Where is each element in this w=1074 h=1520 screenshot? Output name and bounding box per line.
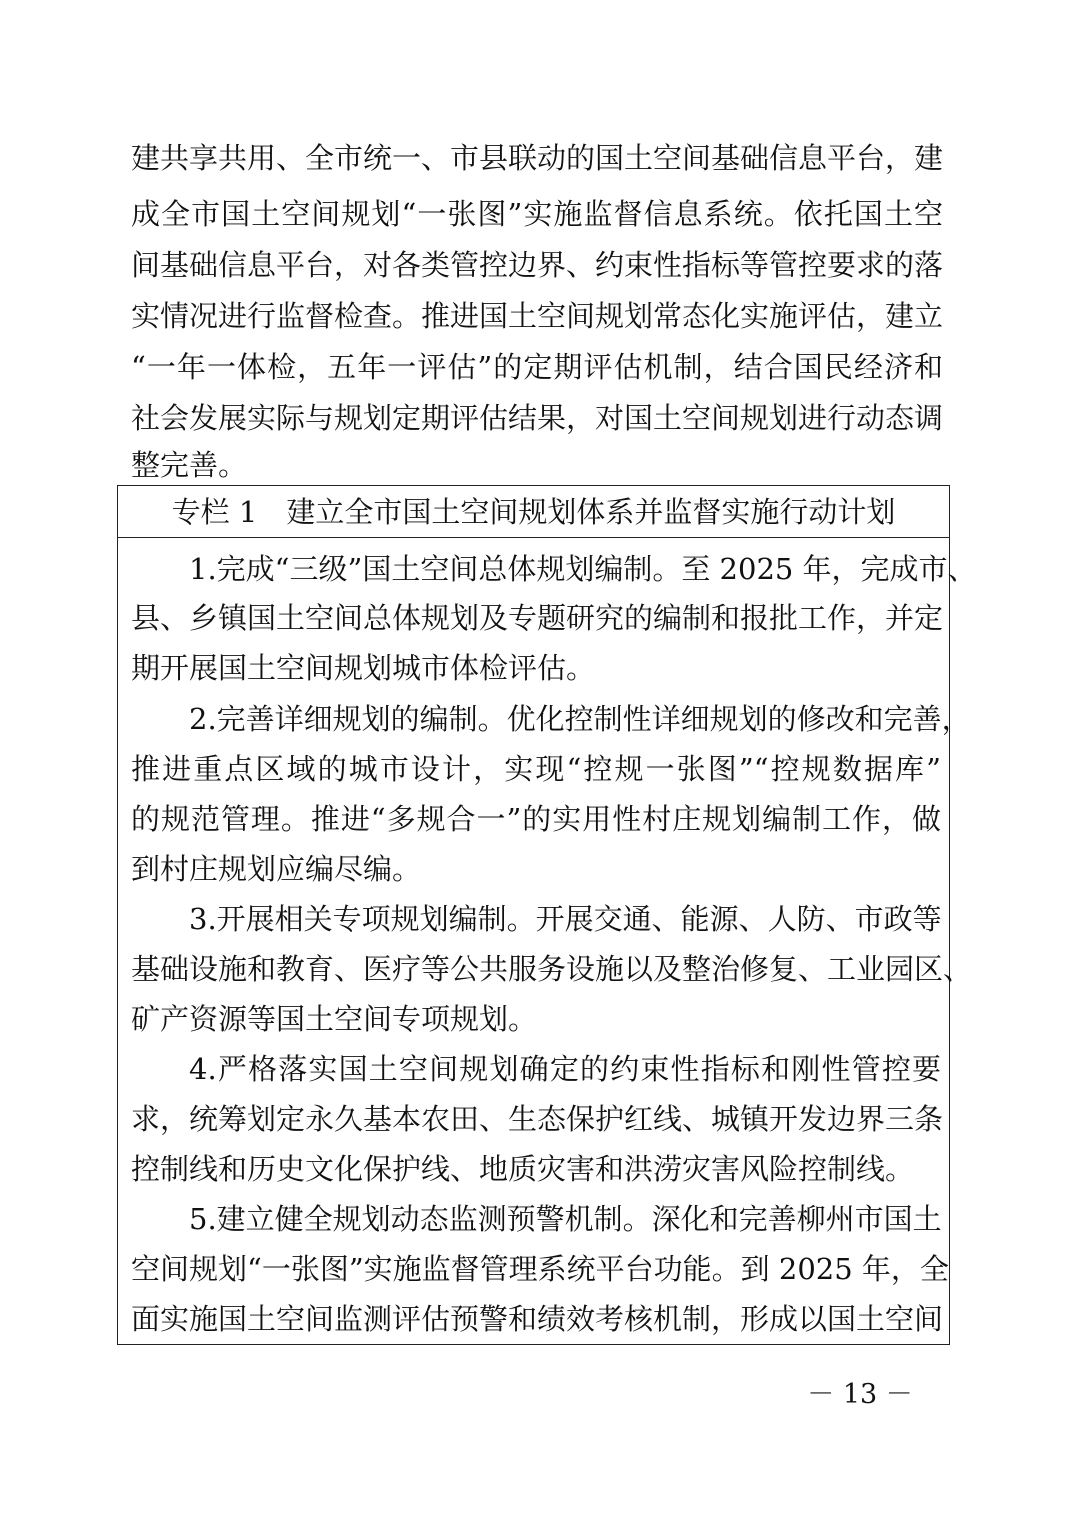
column-item-line: 空间规划“一张图”实施监督管理系统平台功能。到 2025 年，全: [131, 1252, 949, 1286]
column-item-line: 1.完成“三级”国土空间总体规划编制。至 2025 年，完成市、: [189, 552, 977, 586]
body-line: 成全市国土空间规划“一张图”实施监督信息系统。依托国土空: [131, 197, 943, 231]
column-item-line: 求，统筹划定永久基本农田、生态保护红线、城镇开发边界三条: [131, 1102, 944, 1136]
column-title: 专栏 1 建立全市国土空间规划体系并监督实施行动计划: [171, 495, 896, 529]
column-item-line: 矿产资源等国土空间专项规划。: [131, 1002, 538, 1036]
column-item-line: 2.完善详细规划的编制。优化控制性详细规划的修改和完善，: [189, 702, 971, 736]
body-line: 社会发展实际与规划定期评估结果，对国土空间规划进行动态调: [131, 401, 944, 435]
body-line: 间基础信息平台，对各类管控边界、约束性指标等管控要求的落: [131, 248, 944, 282]
column-item-line: 推进重点区域的城市设计，实现“控规一张图”“控规数据库”: [131, 752, 941, 786]
page-number: － 13 －: [807, 1379, 913, 1410]
column-item-line: 5.建立健全规划动态监测预警机制。深化和完善柳州市国土: [189, 1202, 942, 1236]
column-item-line: 控制线和历史文化保护线、地质灾害和洪涝灾害风险控制线。: [131, 1152, 915, 1186]
column-item-line: 基础设施和教育、医疗等公共服务设施以及整治修复、工业园区、: [131, 952, 973, 986]
column-box: [117, 485, 977, 1345]
body-line: “一年一体检，五年一评估”的定期评估机制，结合国民经济和: [131, 350, 943, 384]
column-item-line: 3.开展相关专项规划编制。开展交通、能源、人防、市政等: [189, 902, 942, 936]
column-item-line: 期开展国土空间规划城市体检评估。: [131, 651, 596, 685]
column-item-line: 县、乡镇国土空间总体规划及专题研究的编制和报批工作，并定: [131, 601, 944, 635]
column-title-row: [118, 486, 949, 538]
body-line: 整完善。: [131, 448, 248, 482]
column-item-line: 4.严格落实国土空间规划确定的约束性指标和刚性管控要: [189, 1052, 941, 1086]
column-item-line: 面实施国土空间监测评估预警和绩效考核机制，形成以国土空间: [131, 1302, 944, 1336]
column-item-line: 的规范管理。推进“多规合一”的实用性村庄规划编制工作，做: [131, 802, 941, 836]
body-line: 建共享共用、全市统一、市县联动的国土空间基础信息平台，建: [131, 141, 944, 175]
column-item-line: 到村庄规划应编尽编。: [131, 852, 422, 886]
body-line: 实情况进行监督检查。推进国土空间规划常态化实施评估，建立: [131, 299, 944, 333]
